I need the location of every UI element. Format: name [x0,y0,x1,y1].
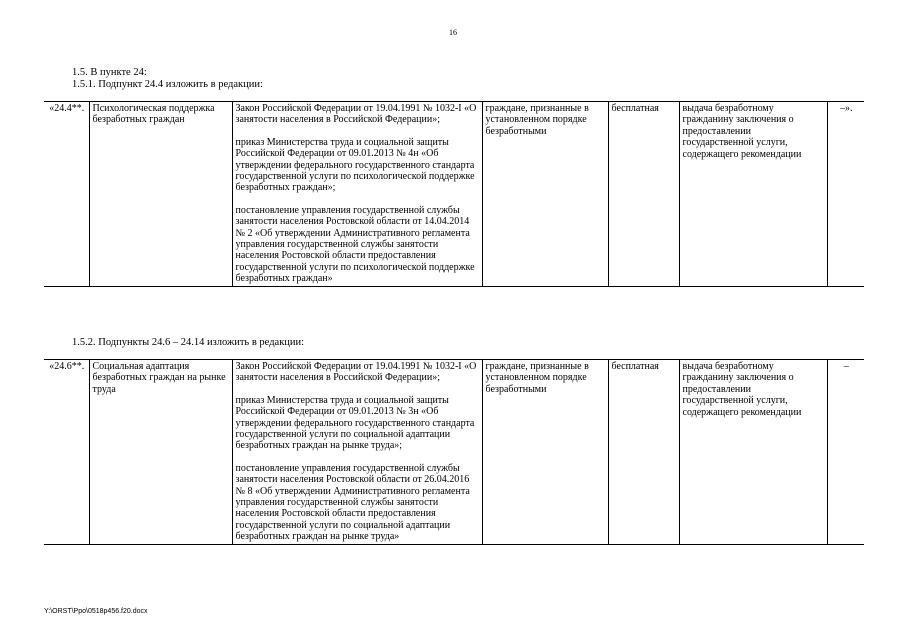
service-table-24-4 [44,101,864,287]
recipients: граждане, признанные в установленном порядке безработными [482,102,608,287]
item-number: «24.4**. [44,102,89,287]
legal-basis-item: Закон Российской Федерации от 19.04.1991 № 1032-I «О занятости населения в Российской Федерации»; [235,103,477,126]
item-number: «24.6**. [44,360,89,545]
service-name: Психологическая поддержка безработных граждан [89,102,232,287]
legal-basis-item: постановление управления государственной службы занятости населения Ростовской области от 14.04.2014 № 2 «Об утверждении Административного регламента управления государственной службы занятости населения Ростовской области предоставления государственной услуги по психологической поддержке безработных граждан» [235,204,475,285]
legal-basis [232,102,482,287]
page-number: 16 [449,28,457,37]
section-heading-1-5: 1.5. В пункте 24: [72,67,147,78]
service-table-24-6 [44,359,864,545]
table-row [44,360,864,545]
legal-basis-item: приказ Министерства труда и социальной защиты Российской Федерации от 09.01.2013 № 3н «Об утверждении федерального государственного стандарта государственной услуги по социальной адаптации безработных граждан на рынке труда»; [235,394,475,452]
table-row [44,102,864,287]
service-name: Социальная адаптация безработных граждан на рынке труда [89,360,232,545]
legal-basis-item: приказ Министерства труда и социальной защиты Российской Федерации от 09.01.2013 № 4н «Об утверждении федерального государственного стандарта государственной услуги по психологической поддержке безработных граждан»; [235,136,475,194]
result: выдача безработному гражданину заключения о предоставлении государственной услуги, содержащего рекомендации [679,102,827,287]
legal-basis-item: постановление управления государственной службы занятости населения Ростовской области от 26.04.2016 № 8 «Об утверждении Административного регламента управления государственной службы занятости населения Ростовской области предоставления государственной услуги по социальной адаптации безработных граждан на рынке труда» [235,462,470,543]
closing-mark: – [827,360,864,545]
footer-file-path: Y:\ORST\Ppo\0518p456.f20.docx [44,608,148,615]
legal-basis-item: Закон Российской Федерации от 19.04.1991 № 1032-I «О занятости населения в Российской Федерации»; [235,361,477,384]
section-heading-1-5-1: 1.5.1. Подпункт 24.4 изложить в редакции: [72,79,263,90]
cost: бесплатная [608,102,679,287]
legal-basis [232,360,482,545]
cost: бесплатная [608,360,679,545]
recipients: граждане, признанные в установленном порядке безработными [482,360,608,545]
section-heading-1-5-2: 1.5.2. Подпункты 24.6 – 24.14 изложить в редакции: [72,337,305,348]
result: выдача безработному гражданину заключения о предоставлении государственной услуги, содержащего рекомендации [679,360,827,545]
closing-mark: –». [827,102,864,287]
